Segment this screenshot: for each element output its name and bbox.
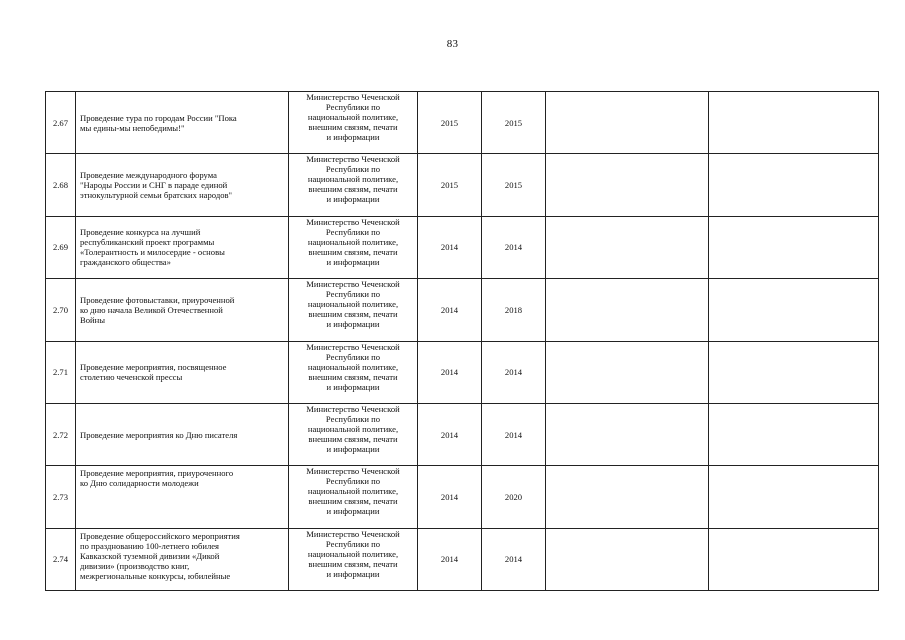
executor-line: Республики по [325,351,381,362]
measure-name-cell [76,403,289,465]
measure-name-line: Проведение международного форума [80,170,217,181]
indicator-cell [709,528,879,590]
measure-name-cell [76,528,289,590]
table-row [46,403,879,465]
executor-cell [289,341,418,403]
measure-name-line: Проведение общероссийского мероприятия [80,530,240,541]
executor-line: национальной политике, [307,112,399,122]
table-row [46,279,879,341]
item-number-cell: 2.69 [46,216,76,278]
executor-line: Республики по [325,476,381,487]
executor-line: и информации [326,256,380,267]
executor-line: национальной политике, [307,299,399,310]
executor-line: и информации [326,132,380,142]
executor-line: Республики по [325,164,381,175]
start-year-cell: 2014 [418,466,482,528]
executor-line: Министерство Чеченской [306,216,400,227]
measure-name-line: столетию чеченской прессы [80,372,183,383]
measure-name-cell [76,92,289,154]
end-year-cell: 2015 [482,154,546,216]
page-number: 83 [446,38,459,50]
executor-line: Республики по [325,413,381,424]
start-year-cell: 2015 [418,92,482,154]
indicator-cell [709,279,879,341]
expected-result-cell [546,216,709,278]
measure-name-line: «Толерантность и милосердие - основы [80,247,225,258]
indicator-cell [709,403,879,465]
measure-name-line: Проведение мероприятия ко Дню писателя [80,429,238,440]
executor-cell [289,216,418,278]
executor-line: Республики по [325,289,381,300]
executor-line: внешним связям, печати [308,433,398,444]
executor-line: внешним связям, печати [308,309,398,320]
item-number-cell: 2.70 [46,279,76,341]
end-year-cell: 2020 [482,466,546,528]
item-number-cell: 2.68 [46,154,76,216]
executor-line: внешним связям, печати [308,496,398,507]
expected-result-cell [546,466,709,528]
executor-line: национальной политике, [307,174,399,185]
executor-line: национальной политике, [307,236,399,247]
executor-line: Республики по [325,226,381,237]
executor-line: внешним связям, печати [308,371,398,382]
executor-cell [289,279,418,341]
executor-line: Министерство Чеченской [306,403,400,414]
end-year-cell: 2015 [482,92,546,154]
end-year-cell: 2014 [482,528,546,590]
item-number-cell: 2.71 [46,341,76,403]
table-row [46,92,879,154]
executor-line: Министерство Чеченской [306,154,400,165]
measure-name-line: "Народы России и СНГ в параде единой [80,180,228,191]
measure-name-line: ко дню начала Великой Отечественной [80,304,223,315]
executor-line: внешним связям, печати [308,122,398,132]
item-number-cell: 2.67 [46,92,76,154]
table-row [46,216,879,278]
executor-cell [289,466,418,528]
executor-line: внешним связям, печати [308,558,398,569]
executor-line: национальной политике, [307,423,399,434]
measure-name-cell [76,154,289,216]
executor-line: и информации [326,194,380,205]
measure-name-line: Проведение мероприятия, приуроченного [80,468,234,479]
table-row [46,341,879,403]
measure-name-line: мы едины-мы непобедимы!" [80,122,185,133]
start-year-cell: 2014 [418,528,482,590]
executor-line: Министерство Чеченской [306,92,400,102]
end-year-cell: 2014 [482,341,546,403]
measure-name-line: Кавказской туземной дивизии «Дикой [80,550,220,561]
measure-name-line: Проведение мероприятия, посвященное [80,362,227,373]
executor-line: Республики по [325,538,381,549]
end-year-cell: 2014 [482,403,546,465]
item-number-cell: 2.74 [46,528,76,590]
measure-name-line: ко Дню солидарности молодежи [80,478,199,489]
executor-line: Министерство Чеченской [306,341,400,352]
table-body [46,92,879,591]
executor-line: и информации [326,568,380,579]
executor-line: и информации [326,319,380,330]
executor-cell [289,403,418,465]
executor-line: национальной политике, [307,361,399,372]
item-number-cell: 2.73 [46,466,76,528]
start-year-cell: 2014 [418,279,482,341]
measure-name-line: Проведение тура по городам России "Пока [80,112,237,123]
table-row [46,466,879,528]
expected-result-cell [546,279,709,341]
expected-result-cell [546,92,709,154]
executor-line: и информации [326,381,380,392]
measure-name-line: по празднованию 100-летнего юбилея [80,540,220,551]
executor-line: и информации [326,443,380,454]
measure-name-cell [76,216,289,278]
start-year-cell: 2014 [418,403,482,465]
expected-result-cell [546,528,709,590]
measure-name-line: Войны [80,314,106,325]
measure-name-line: республиканский проект программы [80,237,215,248]
executor-line: национальной политике, [307,486,399,497]
measure-name-line: этнокультурной семьи братских народов" [80,190,233,201]
executor-cell [289,92,418,154]
measure-name-cell [76,466,289,528]
executor-line: Министерство Чеченской [306,279,400,290]
start-year-cell: 2015 [418,154,482,216]
executor-cell [289,154,418,216]
table-row [46,528,879,590]
indicator-cell [709,341,879,403]
measure-name-cell [76,279,289,341]
measure-name-line: дивизии» (производство книг, [80,560,190,571]
executor-line: национальной политике, [307,548,399,559]
start-year-cell: 2014 [418,341,482,403]
measure-name-line: Проведение конкурса на лучший [80,227,201,238]
indicator-cell [709,154,879,216]
end-year-cell: 2014 [482,216,546,278]
program-measures-table [45,91,879,591]
end-year-cell: 2018 [482,279,546,341]
executor-line: Министерство Чеченской [306,528,400,539]
executor-line: внешним связям, печати [308,184,398,195]
table-row [46,154,879,216]
measure-name-line: гражданского общества» [80,257,171,268]
executor-line: внешним связям, печати [308,246,398,257]
indicator-cell [709,216,879,278]
expected-result-cell [546,403,709,465]
executor-line: Республики по [325,102,381,112]
indicator-cell [709,466,879,528]
executor-cell [289,528,418,590]
measure-name-line: межрегиональные конкурсы, юбилейные [80,570,231,581]
executor-line: и информации [326,506,380,517]
executor-line: Министерство Чеченской [306,466,400,477]
item-number-cell: 2.72 [46,403,76,465]
measure-name-line: Проведение фотовыставки, приуроченной [80,294,235,305]
start-year-cell: 2014 [418,216,482,278]
expected-result-cell [546,154,709,216]
measure-name-cell [76,341,289,403]
expected-result-cell [546,341,709,403]
indicator-cell [709,92,879,154]
